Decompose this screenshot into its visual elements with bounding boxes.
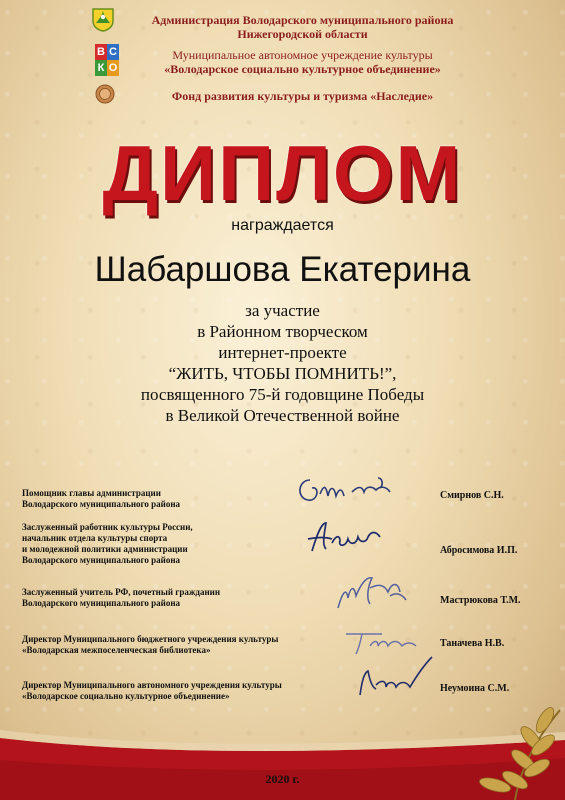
position-line: Директор Муниципального автономного учреждения культуры	[22, 680, 282, 690]
position-line: «Володарское социально культурное объединение»	[22, 691, 230, 701]
vsko-letter: О	[108, 62, 118, 74]
signer-position-2	[22, 522, 193, 566]
position-line: Помощник главы администрации	[22, 488, 161, 498]
awarded-label: награждается	[231, 217, 334, 234]
diploma-title: ДИПЛОМ	[102, 129, 463, 217]
signer-name-5: Неумоина С.М.	[440, 683, 510, 694]
signer-name-4: Таначева Н.В.	[440, 638, 505, 649]
recipient-name: Шабаршова Екатерина	[94, 250, 471, 289]
signer-position-1	[22, 488, 180, 510]
reason-line: в Великой Отечественной войне	[165, 406, 400, 425]
position-line: Володарского муниципального района	[22, 499, 181, 509]
signer-position-3	[22, 587, 220, 609]
signer-position-4	[22, 634, 278, 656]
position-line: Заслуженный учитель РФ, почетный гражданин	[22, 587, 221, 597]
position-line: начальник отдела культуры спорта	[22, 533, 168, 543]
reason-line: посвященного 75-й годовщине Победы	[140, 385, 425, 404]
signature-5-icon	[350, 655, 440, 705]
signer-position-5	[22, 680, 282, 702]
header-line-4: «Володарское социально культурное объединение»	[164, 62, 441, 76]
signature-4-icon	[340, 622, 430, 658]
header-line-1: Администрация Володарского муниципального района	[151, 13, 454, 27]
position-line: Заслуженный работник культуры России,	[22, 522, 193, 532]
reason-line: “ЖИТЬ, ЧТОБЫ ПОМНИТЬ!”,	[168, 364, 397, 383]
position-line: Директор Муниципального бюджетного учреждения культуры	[22, 634, 279, 644]
header-line-2: Нижегородской области	[237, 27, 368, 41]
vsko-letter: К	[95, 60, 107, 76]
position-line: Володарского муниципального района	[22, 555, 181, 565]
signature-1-icon	[290, 470, 405, 510]
header-line-5: Фонд развития культуры и туризма «Наследие»	[171, 89, 434, 103]
reason-line: за участие	[245, 301, 320, 320]
position-line: и молодежной политики администрации	[22, 544, 188, 554]
award-reason	[100, 300, 465, 426]
position-line: «Володарская межпоселенческая библиотека»	[22, 645, 211, 655]
reason-line: в Районном творческом	[197, 322, 368, 341]
header-line-3: Муниципальное автономное учреждение культуры	[172, 48, 433, 62]
signer-name-2: Абросимова И.П.	[440, 545, 518, 556]
diploma-year: 2020 г.	[265, 772, 300, 786]
reason-line: интернет-проекте	[218, 343, 347, 362]
vsko-letter: С	[107, 44, 119, 60]
signature-2-icon	[300, 515, 400, 560]
signer-name-3: Мастрюкова Т.М.	[440, 595, 521, 606]
position-line: Володарского муниципального района	[22, 598, 181, 608]
signature-3-icon	[330, 568, 425, 618]
signer-name-1: Смирнов С.Н.	[440, 490, 504, 501]
vsko-letter: В	[95, 44, 107, 60]
